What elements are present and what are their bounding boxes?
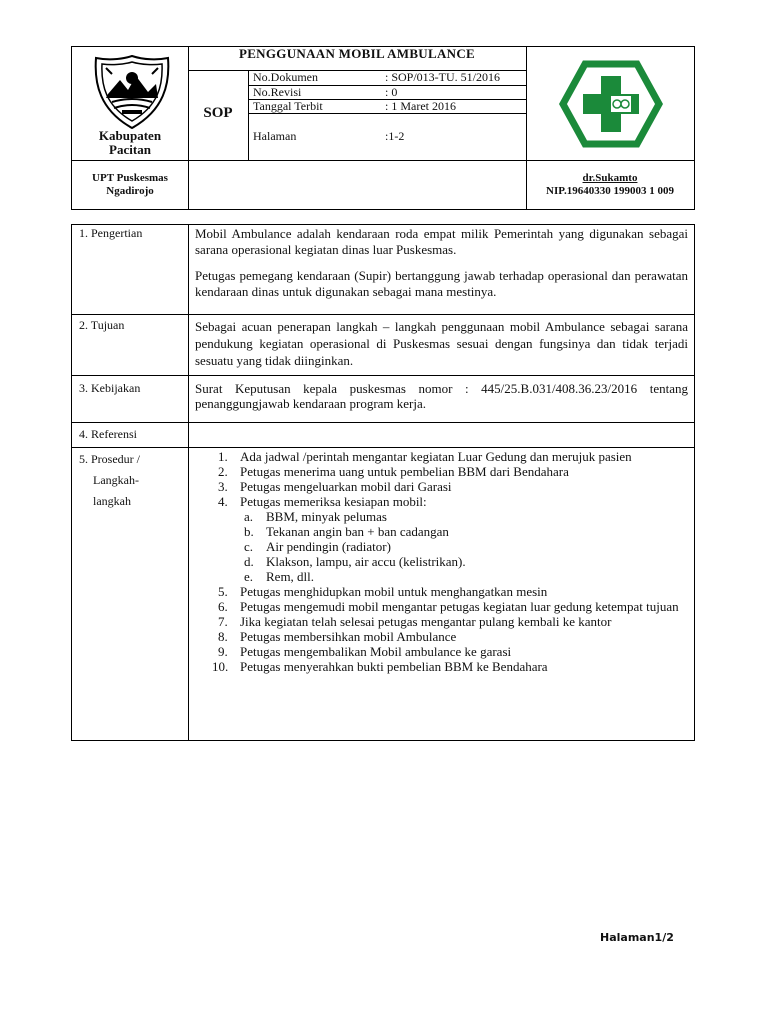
- procedure-substep: [212, 509, 688, 524]
- field-label: No.Dokumen: [253, 70, 318, 84]
- field-label: No.Revisi: [253, 85, 302, 99]
- substep-letter: c.: [244, 539, 254, 554]
- signer-block: [526, 172, 694, 198]
- tujuan-paragraph: Sebagai acuan penerapan langkah – langkah penggunaan mobil Ambulance sebagai sarana pendukung kegiatan operasional di Puskesmas sesuai dengan fungsinya dan tidak terjadi sesuatu yang tidak diinginkan.: [195, 319, 688, 368]
- step-number: 3.: [218, 479, 228, 494]
- step-text: Jika kegiatan telah selesai petugas mengantar pulang kembali ke kantor: [240, 614, 612, 629]
- sop-label: SOP: [203, 105, 233, 121]
- unit-name: [72, 172, 188, 198]
- procedure-substep: [212, 569, 688, 584]
- document-title: PENGGUNAAN MOBIL AMBULANCE: [238, 46, 476, 61]
- prosedur-label-line1: 5. Prosedur /: [79, 452, 140, 466]
- prosedur-label-line2: Langkah-: [93, 473, 139, 487]
- row-label-referensi: 4. Referensi: [79, 427, 137, 441]
- step-text: Petugas mengemudi mobil mengantar petugas kegiatan luar gedung ketempat tujuan: [240, 599, 679, 614]
- regency-emblem-icon: [92, 54, 172, 130]
- procedure-substep: [212, 554, 688, 569]
- substep-letter: a.: [244, 509, 254, 524]
- field-value: : SOP/013-TU. 51/2016: [385, 70, 501, 84]
- row-label-prosedur: [79, 449, 183, 512]
- procedure-substep: [212, 539, 688, 554]
- unit-line1: UPT Puskesmas: [92, 172, 168, 184]
- row-label-pengertian: 1. Pengertian: [79, 226, 143, 240]
- procedure-step: [212, 659, 688, 674]
- field-label: Tanggal Terbit: [253, 99, 323, 113]
- page-number: Halaman1/2: [600, 931, 674, 944]
- row-label-kebijakan: 3. Kebijakan: [79, 381, 141, 395]
- step-text: Petugas menerima uang untuk pembelian BBM dari Bendahara: [240, 464, 569, 479]
- procedure-step: [212, 644, 688, 659]
- region-name: [72, 129, 188, 157]
- step-text: Petugas menghidupkan mobil untuk menghangatkan mesin: [240, 584, 548, 599]
- procedure-step: [212, 599, 688, 614]
- step-number: 6.: [218, 599, 228, 614]
- substep-text: BBM, minyak pelumas: [266, 509, 387, 524]
- pengertian-paragraph-2: Petugas pemegang kendaraan (Supir) bertanggung jawab terhadap operasional dan perawatan kendaraan dinas untuk digunakan sebagai mana mestinya.: [195, 268, 688, 299]
- step-text: Petugas mengeluarkan mobil dari Garasi: [240, 479, 452, 494]
- step-number: 5.: [218, 584, 228, 599]
- procedure-list: [212, 449, 688, 674]
- step-text: Petugas memeriksa kesiapan mobil:: [240, 494, 427, 509]
- procedure-step: [212, 449, 688, 464]
- step-number: 10.: [212, 659, 229, 674]
- procedure-step: [212, 584, 688, 599]
- kebijakan-paragraph: Surat Keputusan kepala puskesmas nomor : 445/25.B.031/408.36.23/2016 tentang penanggungjawab kendaraan program kerja.: [195, 381, 688, 411]
- substep-text: Air pendingin (radiator): [266, 539, 391, 554]
- field-value: :1-2: [385, 129, 405, 143]
- unit-line2: Ngadirojo: [106, 185, 154, 197]
- field-value: : 1 Maret 2016: [385, 99, 456, 113]
- substep-text: Tekanan angin ban + ban cadangan: [266, 524, 449, 539]
- step-text: Petugas mengembalikan Mobil ambulance ke garasi: [240, 644, 512, 659]
- field-value: : 0: [385, 85, 398, 99]
- step-text: Petugas menyerahkan bukti pembelian BBM ke Bendahara: [240, 659, 548, 674]
- procedure-step: [212, 629, 688, 644]
- procedure-step: [212, 494, 688, 509]
- pengertian-paragraph-1: Mobil Ambulance adalah kendaraan roda empat milik Pemerintah yang digunakan sebagai sarana operasional kegiatan dinas luar Puskesmas.: [195, 226, 688, 257]
- puskesmas-logo-icon: [559, 60, 663, 148]
- procedure-substep: [212, 524, 688, 539]
- substep-letter: b.: [244, 524, 254, 539]
- substep-text: Klakson, lampu, air accu (kelistrikan).: [266, 554, 466, 569]
- substep-letter: d.: [244, 554, 254, 569]
- procedure-step: [212, 464, 688, 479]
- step-text: Petugas membersihkan mobil Ambulance: [240, 629, 457, 644]
- step-number: 4.: [218, 494, 228, 509]
- step-text: Ada jadwal /perintah mengantar kegiatan Luar Gedung dan merujuk pasien: [240, 449, 632, 464]
- row-content-pengertian: [195, 226, 688, 300]
- procedure-step: [212, 614, 688, 629]
- step-number: 9.: [218, 644, 228, 659]
- step-number: 1.: [218, 449, 228, 464]
- substep-letter: e.: [244, 569, 254, 584]
- region-line1: Kabupaten: [98, 128, 162, 143]
- prosedur-label-line3: langkah: [93, 494, 131, 508]
- step-number: 8.: [218, 629, 228, 644]
- row-label-tujuan: 2. Tujuan: [79, 318, 125, 332]
- step-number: 7.: [218, 614, 228, 629]
- signer-name: dr.Sukamto: [582, 172, 638, 184]
- step-number: 2.: [218, 464, 228, 479]
- procedure-step: [212, 479, 688, 494]
- field-label: Halaman: [253, 129, 297, 143]
- region-line2: Pacitan: [109, 142, 151, 157]
- signer-nip: NIP.19640330 199003 1 009: [546, 185, 674, 197]
- substep-text: Rem, dll.: [266, 569, 315, 584]
